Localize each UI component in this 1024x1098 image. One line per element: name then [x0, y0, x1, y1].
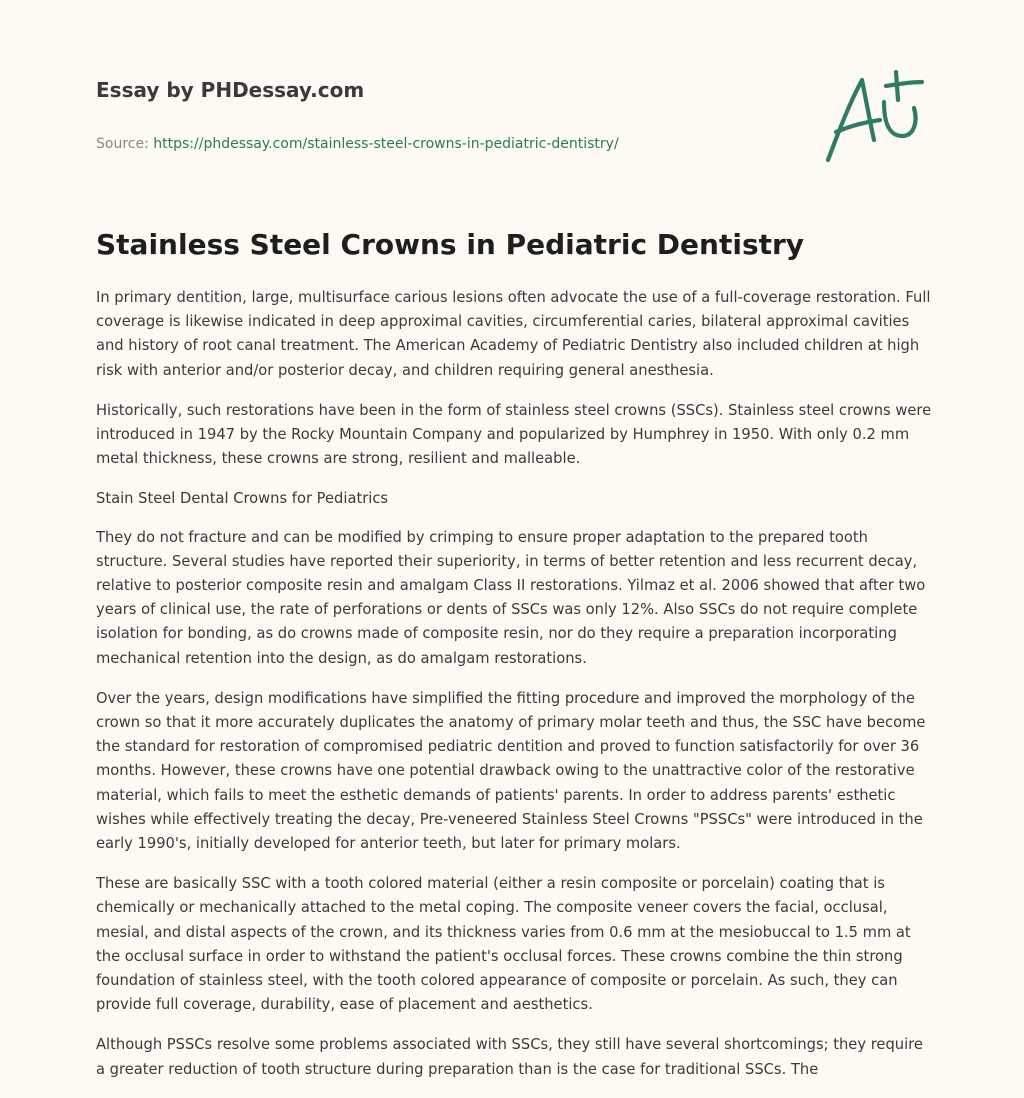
paragraph: These are basically SSC with a tooth colored material (either a resin composite or porcelain) coating that is chemically or mechanically attached to the metal coping. The composite veneer covers the facial, occlusal, mesial, and distal aspects of the crown, and its thickness varies from 0.6 mm at the mesiobuccal to 1.5 mm at the occlusal surface in order to withstand the patient's occlusal forces. These crowns combine the thin strong foundation of stainless steel, with the tooth colored appearance of composite or porcelain. As such, they can provide full coverage, durability, ease of placement and aesthetics. — [96, 875, 911, 1014]
a-plus-grade-icon — [818, 66, 930, 170]
paragraph: Although PSSCs resolve some problems associated with SSCs, they still have several shortcomings; they require a greater reduction of tooth structure during preparation than is the case for traditional SSCs. The — [96, 1036, 923, 1078]
article-title: Stainless Steel Crowns in Pediatric Dentistry — [96, 228, 805, 261]
site-header — [96, 76, 796, 154]
source-label: Source: — [96, 136, 154, 152]
source-link[interactable]: https://phdessay.com/stainless-steel-crowns-in-pediatric-dentistry/ — [153, 136, 619, 152]
source-line — [96, 134, 796, 154]
brand-title: Essay by PHDessay.com — [96, 78, 365, 102]
paragraph: They do not fracture and can be modified by crimping to ensure proper adaptation to the prepared tooth structure. Several studies have reported their superiority, in terms of better retention and less recurrent decay, relative to posterior composite resin and amalgam Class II restorations. Yilmaz et al. 2006 showed that after two years of clinical use, the rate of perforations or dents of SSCs was only 12%. Also SSCs do not require complete isolation for bonding, as do crowns made of composite resin, nor do they require a preparation incorporating mechanical retention into the design, as do amalgam restorations. — [96, 528, 926, 667]
paragraph: Historically, such restorations have been in the form of stainless steel crowns (SSCs). Stainless steel crowns were introduced in 1947 by the Rocky Mountain Company and popularized by Humphrey in 1950. With only 0.2 mm metal thickness, these crowns are strong, resilient and malleable. — [96, 401, 932, 468]
paragraph: Over the years, design modifications have simplified the fitting procedure and improved the morphology of the crown so that it more accurately duplicates the anatomy of primary molar teeth and thus, the SSC have become the standard for restoration of compromised pediatric dentition and proved to function satisfactorily for over 36 months. However, these crowns have one potential drawback owing to the unattractive color of the restorative material, which fails to meet the esthetic demands of patients' parents. In order to address parents' esthetic wishes while effectively treating the decay, Pre-veneered Stainless Steel Crowns "PSSCs" were introduced in the early 1990's, initially developed for anterior teeth, but later for primary molars. — [96, 689, 926, 853]
section-subheading: Stain Steel Dental Crowns for Pediatrics — [96, 490, 389, 508]
article-body — [96, 286, 934, 1098]
paragraph: In primary dentition, large, multisurface carious lesions often advocate the use of a full-coverage restoration. Full coverage is likewise indicated in deep approximal cavities, circumferential caries, bilateral approximal cavities and history of root canal treatment. The American Academy of Pediatric Dentistry also included children at high risk with anterior and/or posterior decay, and children requiring general anesthesia. — [96, 289, 931, 379]
